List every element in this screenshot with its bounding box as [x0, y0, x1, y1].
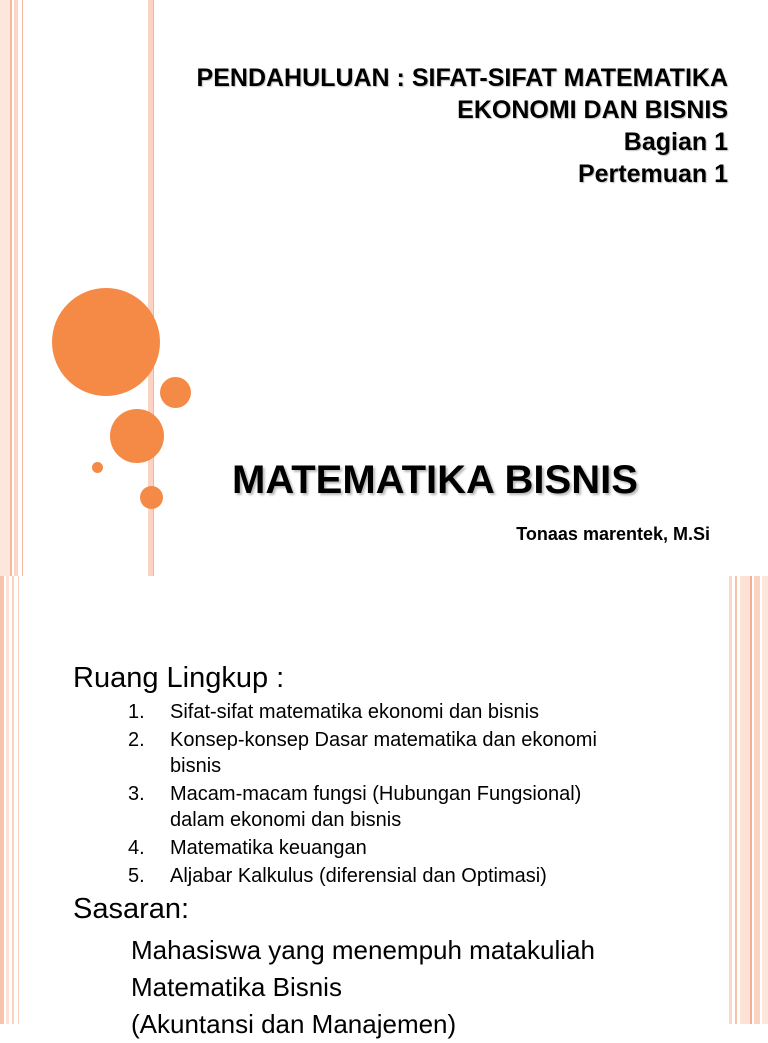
medium-orange-circle — [110, 409, 164, 463]
list-item — [126, 727, 686, 779]
tiny-orange-circle — [92, 462, 103, 473]
list-text: Aljabar Kalkulus (diferensial dan Optimasi) — [170, 865, 547, 887]
decorative-stripe — [0, 576, 4, 1024]
decorative-stripe — [22, 0, 23, 576]
target-line: Matematika Bisnis — [131, 972, 342, 1002]
decorative-stripe — [10, 0, 12, 576]
decorative-stripe — [740, 576, 750, 1024]
list-text: Matematika keuangan — [170, 837, 367, 859]
large-orange-circle — [52, 288, 160, 396]
decorative-stripe — [12, 576, 14, 1024]
decorative-stripe — [754, 576, 760, 1024]
decorative-stripe — [750, 576, 752, 1024]
title-line: PENDAHULUAN : SIFAT-SIFAT MATEMATIKA — [196, 64, 728, 92]
list-number: 2. — [128, 729, 145, 751]
decorative-stripe — [735, 576, 737, 1024]
decorative-stripe — [14, 0, 18, 576]
list-number: 1. — [128, 701, 145, 723]
decorative-stripe — [762, 576, 768, 1024]
author-name: Tonaas marentek, M.Si — [516, 524, 710, 544]
list-text: Sifat-sifat matematika ekonomi dan bisnis — [170, 701, 540, 723]
list-text: Macam-macam fungsi (Hubungan Fungsional) — [170, 783, 582, 805]
list-text: dalam ekonomi dan bisnis — [170, 809, 402, 831]
target-line: Mahasiswa yang menempuh matakuliah — [131, 935, 595, 965]
decorative-stripe — [6, 576, 9, 1024]
target-description — [131, 932, 731, 1043]
main-title: MATEMATIKA BISNIS — [232, 458, 638, 502]
decorative-stripe — [0, 0, 10, 576]
list-text: bisnis — [170, 755, 222, 777]
decorative-stripe — [18, 576, 19, 1024]
target-heading: Sasaran: — [73, 893, 190, 925]
target-line: (Akuntansi dan Manajemen) — [131, 1009, 457, 1039]
title-line: EKONOMI DAN BISNIS — [457, 96, 728, 124]
list-item — [126, 863, 686, 889]
title-line: Bagian 1 — [623, 128, 728, 156]
title-line: Pertemuan 1 — [577, 160, 728, 188]
list-number: 3. — [128, 783, 145, 805]
list-item — [126, 835, 686, 861]
list-number: 5. — [128, 865, 145, 887]
list-item — [126, 699, 686, 725]
slide-title — [197, 62, 728, 190]
small-orange-circle — [140, 486, 163, 509]
scope-heading: Ruang Lingkup : — [73, 662, 285, 694]
list-item — [126, 781, 686, 833]
scope-list — [126, 699, 686, 891]
list-number: 4. — [128, 837, 145, 859]
small-orange-circle — [160, 377, 191, 408]
list-text: Konsep-konsep Dasar matematika dan ekonomi — [170, 729, 597, 751]
